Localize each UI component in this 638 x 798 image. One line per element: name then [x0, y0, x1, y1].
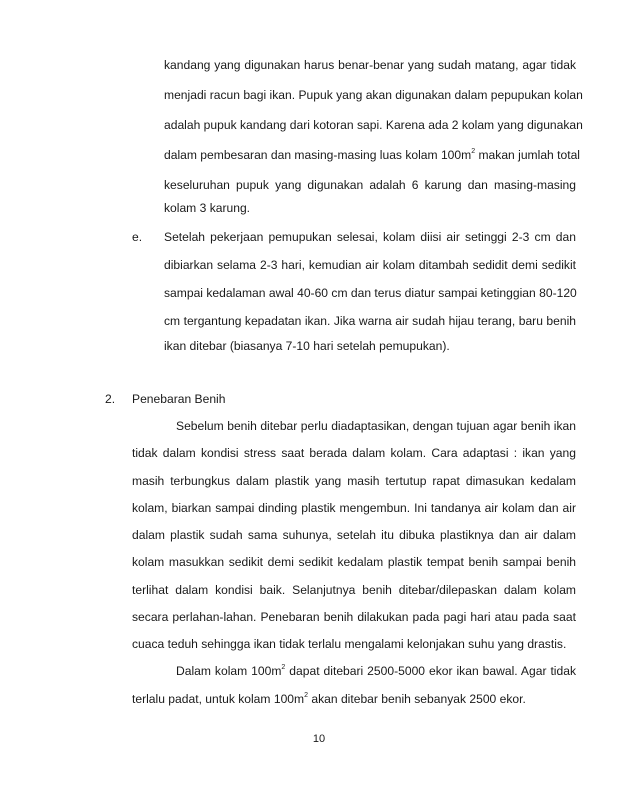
- section-heading: Penebaran Benih: [132, 392, 226, 406]
- paragraph-line: cm tergantung kepadatan ikan. Jika warna air sudah hijau terang, baru benih: [164, 314, 576, 328]
- paragraph-line: kolam 3 karung.: [164, 201, 251, 215]
- paragraph-line: menjadi racun bagi ikan. Pupuk yang akan digunakan dalam pepupukan kolan: [164, 88, 583, 102]
- paragraph-line: [132, 692, 526, 707]
- paragraph-line: [164, 148, 580, 163]
- text-run: terlalu padat, untuk kolam 100m: [132, 692, 305, 706]
- paragraph-line: ikan ditebar (biasanya 7-10 hari setelah pemupukan).: [164, 339, 450, 353]
- text-run: akan ditebar benih sebanyak 2500 ekor.: [308, 692, 526, 706]
- paragraph-line: kolam masukkan sedikit demi sedikit kedalam plastik tempat benih sampai benih: [132, 555, 576, 569]
- paragraph-line: Setelah pekerjaan pemupukan selesai, kolam diisi air setinggi 2-3 cm dan: [164, 230, 576, 244]
- text-run: makan jumlah total: [475, 148, 580, 162]
- paragraph-line: terlihat dalam kondisi baik. Selanjutnya benih ditebar/dilepaskan dalam kolam: [132, 583, 576, 597]
- paragraph-line: sampai kedalaman awal 40-60 cm dan terus diatur sampai ketinggian 80-120: [164, 286, 577, 300]
- section-number: 2.: [105, 392, 116, 406]
- paragraph-line: masih terbungkus dalam plastik yang masih tertutup rapat dimasukan kedalam: [132, 474, 576, 488]
- superscript: 2: [471, 148, 476, 155]
- paragraph-line: tidak dalam kondisi stress saat berada dalam kolam. Cara adaptasi : ikan yang: [132, 446, 576, 460]
- paragraph-line: cuaca teduh sehingga ikan tidak terlalu mengalami kelonjakan suhu yang drastis.: [132, 637, 567, 651]
- text-run: dapat ditebari 2500-5000 ekor ikan bawal. Agar tidak: [285, 664, 576, 678]
- list-marker: e.: [132, 230, 143, 244]
- paragraph-line: kandang yang digunakan harus benar-benar yang sudah matang, agar tidak: [164, 58, 576, 72]
- paragraph-line: keseluruhan pupuk yang digunakan adalah 6 karung dan masing-masing: [164, 178, 576, 192]
- paragraph-line: secara perlahan-lahan. Penebaran benih dilakukan pada pagi hari atau pada saat: [132, 610, 576, 624]
- paragraph-line: Sebelum benih ditebar perlu diadaptasikan, dengan tujuan agar benih ikan: [176, 419, 576, 433]
- superscript: 2: [304, 692, 309, 699]
- text-run: Dalam kolam 100m: [176, 664, 282, 678]
- paragraph-line: kolam, biarkan sampai dinding plastik mengembun. Ini tandanya air kolam dan air: [132, 501, 576, 515]
- superscript: 2: [281, 664, 286, 671]
- paragraph-line: dibiarkan selama 2-3 hari, kemudian air kolam ditambah sedidit demi sedikit: [164, 258, 576, 272]
- paragraph-line: dalam plastik sudah sama suhunya, setelah itu dibuka plastiknya dan air dalam: [132, 528, 576, 542]
- paragraph-line: [176, 664, 576, 679]
- text-run: dalam pembesaran dan masing-masing luas kolam 100m: [164, 148, 472, 162]
- paragraph-line: adalah pupuk kandang dari kotoran sapi. Karena ada 2 kolam yang digunakan: [164, 118, 583, 132]
- page-number: 10: [312, 733, 326, 745]
